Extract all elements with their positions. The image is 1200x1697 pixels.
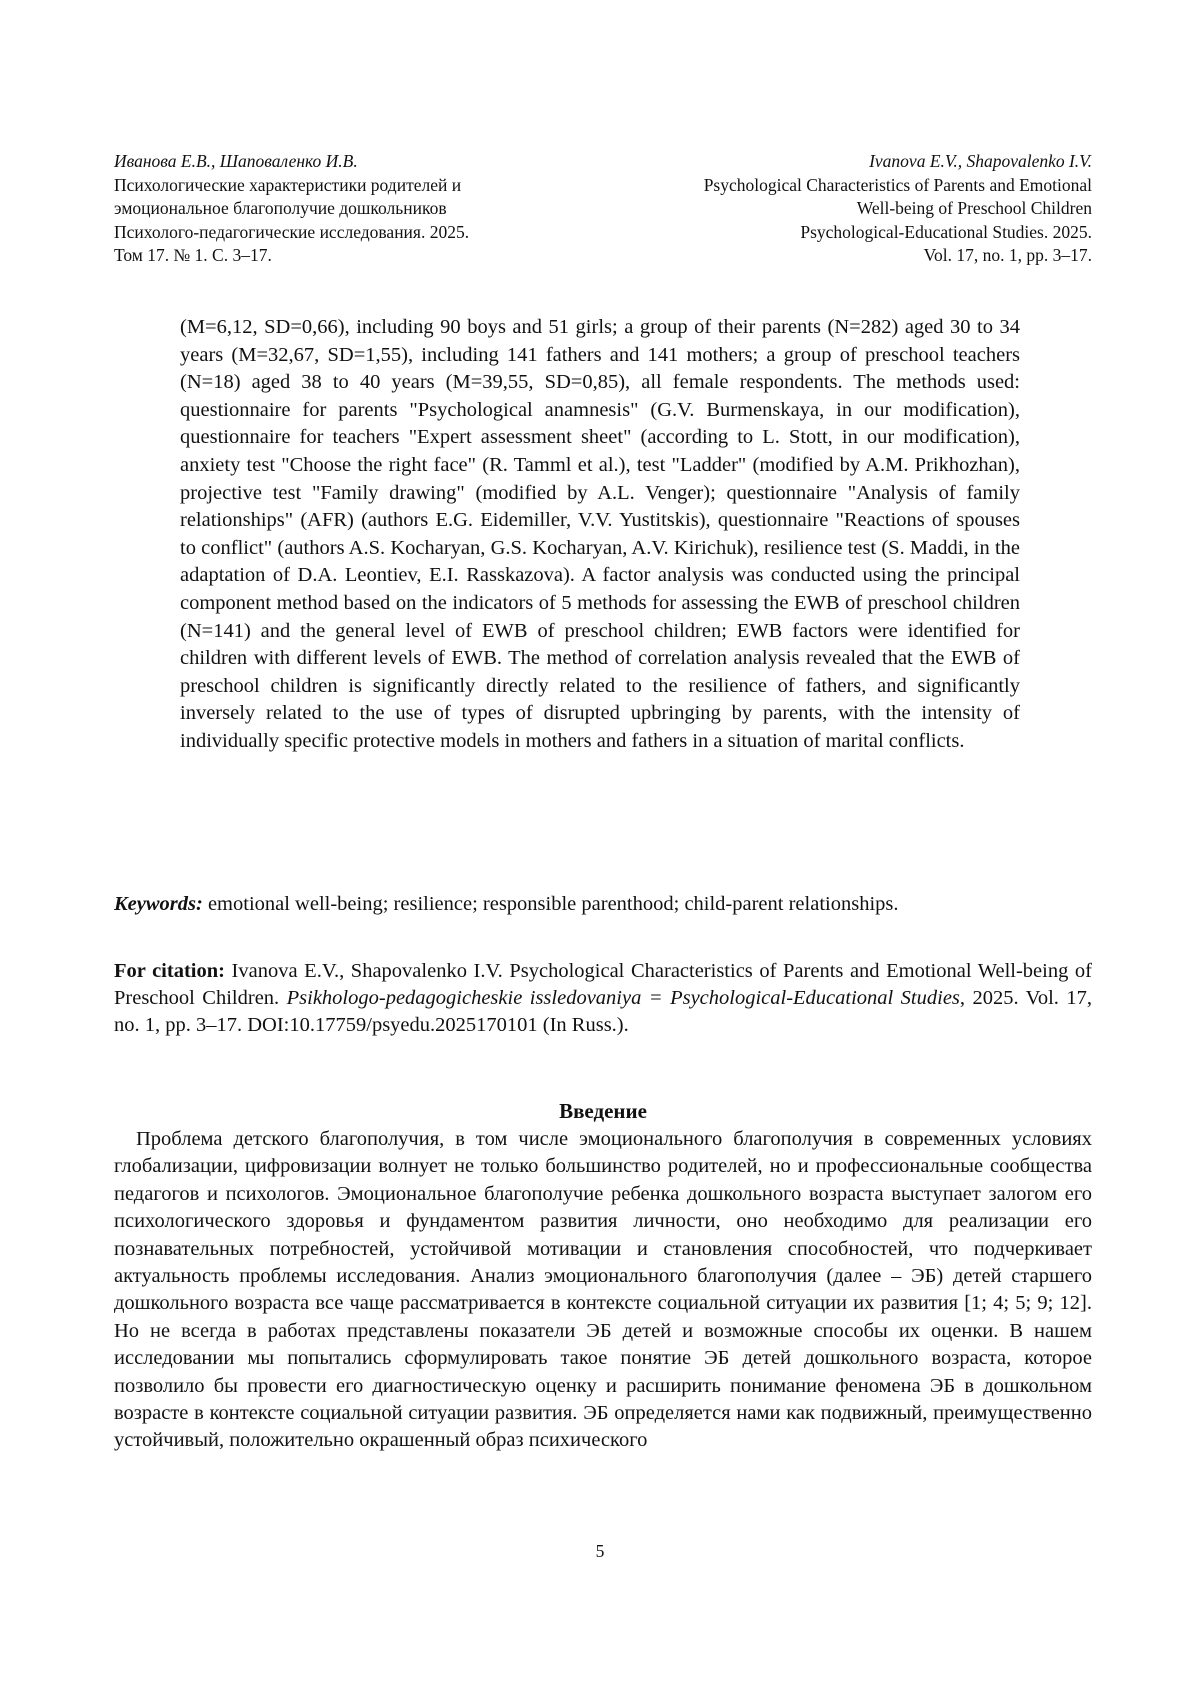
header-english xyxy=(704,150,1092,268)
citation-paragraph xyxy=(114,958,1092,1039)
abstract-text: (M=6,12, SD=0,66), including 90 boys and 51 girls; a group of their parents (N=282) aged 30 to 34 years (M=32,67, SD=1,55), including 141 fathers and 141 mothers; a group of preschool teachers (N=18) aged 38 to 40 years (M=39,55, SD=0,85), all female respondents. The methods used: questionnaire for parents "Psychological anamnesis" (G.V. Burmenskaya, in our modification), questionnaire for teachers "Expert assessment sheet" (according to L. Stott, in our modification), anxiety test "Choose the right face" (R. Tamml et al.), test "Ladder" (modified by A.M. Prikhozhan), projective test "Family drawing" (modified by A.L. Venger); questionnaire "Analysis of family relationships" (AFR) (authors E.G. Eidemiller, V.V. Yustitskis), questionnaire "Reactions of spouses to conflict" (authors A.S. Kocharyan, G.S. Kocharyan, A.V. Kirichuk), resilience test (S. Maddi, in the adaptation of D.A. Leontiev, E.I. Rasskazova). A factor analysis was conducted using the principal component method based on the indicators of 5 methods for assessing the EWB of preschool children (N=141) and the general level of EWB of preschool children; EWB factors were identified for children with different levels of EWB. The method of correlation analysis revealed that the EWB of preschool children is significantly directly related to the resilience of fathers, and significantly inversely related to the use of types of disrupted upbringing by parents, with the intensity of individually specific protective models in mothers and fathers in a situation of marital conflicts. xyxy=(180,316,1020,752)
header-volume-ru: Том 17. № 1. С. 3–17. xyxy=(114,245,272,265)
keywords-label: Keywords: xyxy=(114,893,203,915)
header-title-ru-line1: Психологические характеристики родителей и xyxy=(114,174,462,195)
citation-label: For citation: xyxy=(114,960,225,982)
header-title-ru-line2: эмоциональное благополучие дошкольников xyxy=(114,198,447,218)
keywords-text: emotional well-being; resilience; responsible parenthood; child-parent relationships. xyxy=(202,893,899,915)
header-journal-ru: Психолого-педагогические исследования. 2025. xyxy=(114,221,470,242)
header-authors-en: Ivanova E.V., Shapovalenko I.V. xyxy=(869,151,1092,171)
header-russian xyxy=(114,150,469,268)
citation-text-after: , 2025. Vol. 17, no. 1, pp. 3–17. DOI:10.17759/psyedu.2025170101 (In Russ.). xyxy=(114,987,1092,1036)
page-number: 5 xyxy=(595,1541,605,1561)
intro-paragraph: Проблема детского благополучия, в том числе эмоционального благополучия в современных условиях глобализации, цифровизации волнует не только большинство родителей, но и профессиональные сообщества педагогов и психологов. Эмоциональное благополучие ребенка дошкольного возраста выступает залогом его психологического здоровья и фундаментом развития личности, оно необходимо для реализации его познавательных потребностей, устойчивой мотивации и становления способностей, что подчеркивает актуальность проблемы исследования. Анализ эмоционального благополучия (далее – ЭБ) детей старшего дошкольного возраста все чаще рассматривается в контексте социальной ситуации их развития [1; 4; 5; 9; 12]. Но не всегда в работах представлены показатели ЭБ детей и возможные способы их оценки. В нашем исследовании мы попытались сформулировать такое понятие ЭБ детей дошкольного возраста, которое позволило бы провести его диагностическую оценку и расширить понимание феномена ЭБ в дошкольном возрасте в контексте социальной ситуации развития. ЭБ определяется нами как подвижный, преимущественно устойчивый, положительно окрашенный образ психического xyxy=(114,1128,1092,1452)
running-header xyxy=(114,150,1092,268)
keywords-paragraph xyxy=(114,891,1020,918)
header-authors-ru: Иванова Е.В., Шаповаленко И.В. xyxy=(114,151,358,171)
citation-text-before: Ivanova E.V., Shapovalenko I.V. Psychological Characteristics of Parents and Emotional Well-being of Preschool Children. xyxy=(114,960,1092,1009)
header-title-en-line2: Well-being of Preschool Children xyxy=(856,198,1092,218)
abstract-block xyxy=(180,314,1020,756)
header-title-en-line1: Psychological Characteristics of Parents and Emotional xyxy=(703,174,1092,195)
citation-journal: Psikhologo-pedagogicheskie issledovaniya = Psychological-Educational Studies xyxy=(286,987,960,1009)
section-title: Введение xyxy=(559,1099,647,1123)
header-volume-en: Vol. 17, no. 1, pp. 3–17. xyxy=(923,245,1092,265)
header-journal-en: Psychological-Educational Studies. 2025. xyxy=(800,221,1092,242)
intro-block xyxy=(114,1126,1092,1455)
citation-block xyxy=(114,958,1092,1039)
keywords-block xyxy=(114,891,1020,918)
